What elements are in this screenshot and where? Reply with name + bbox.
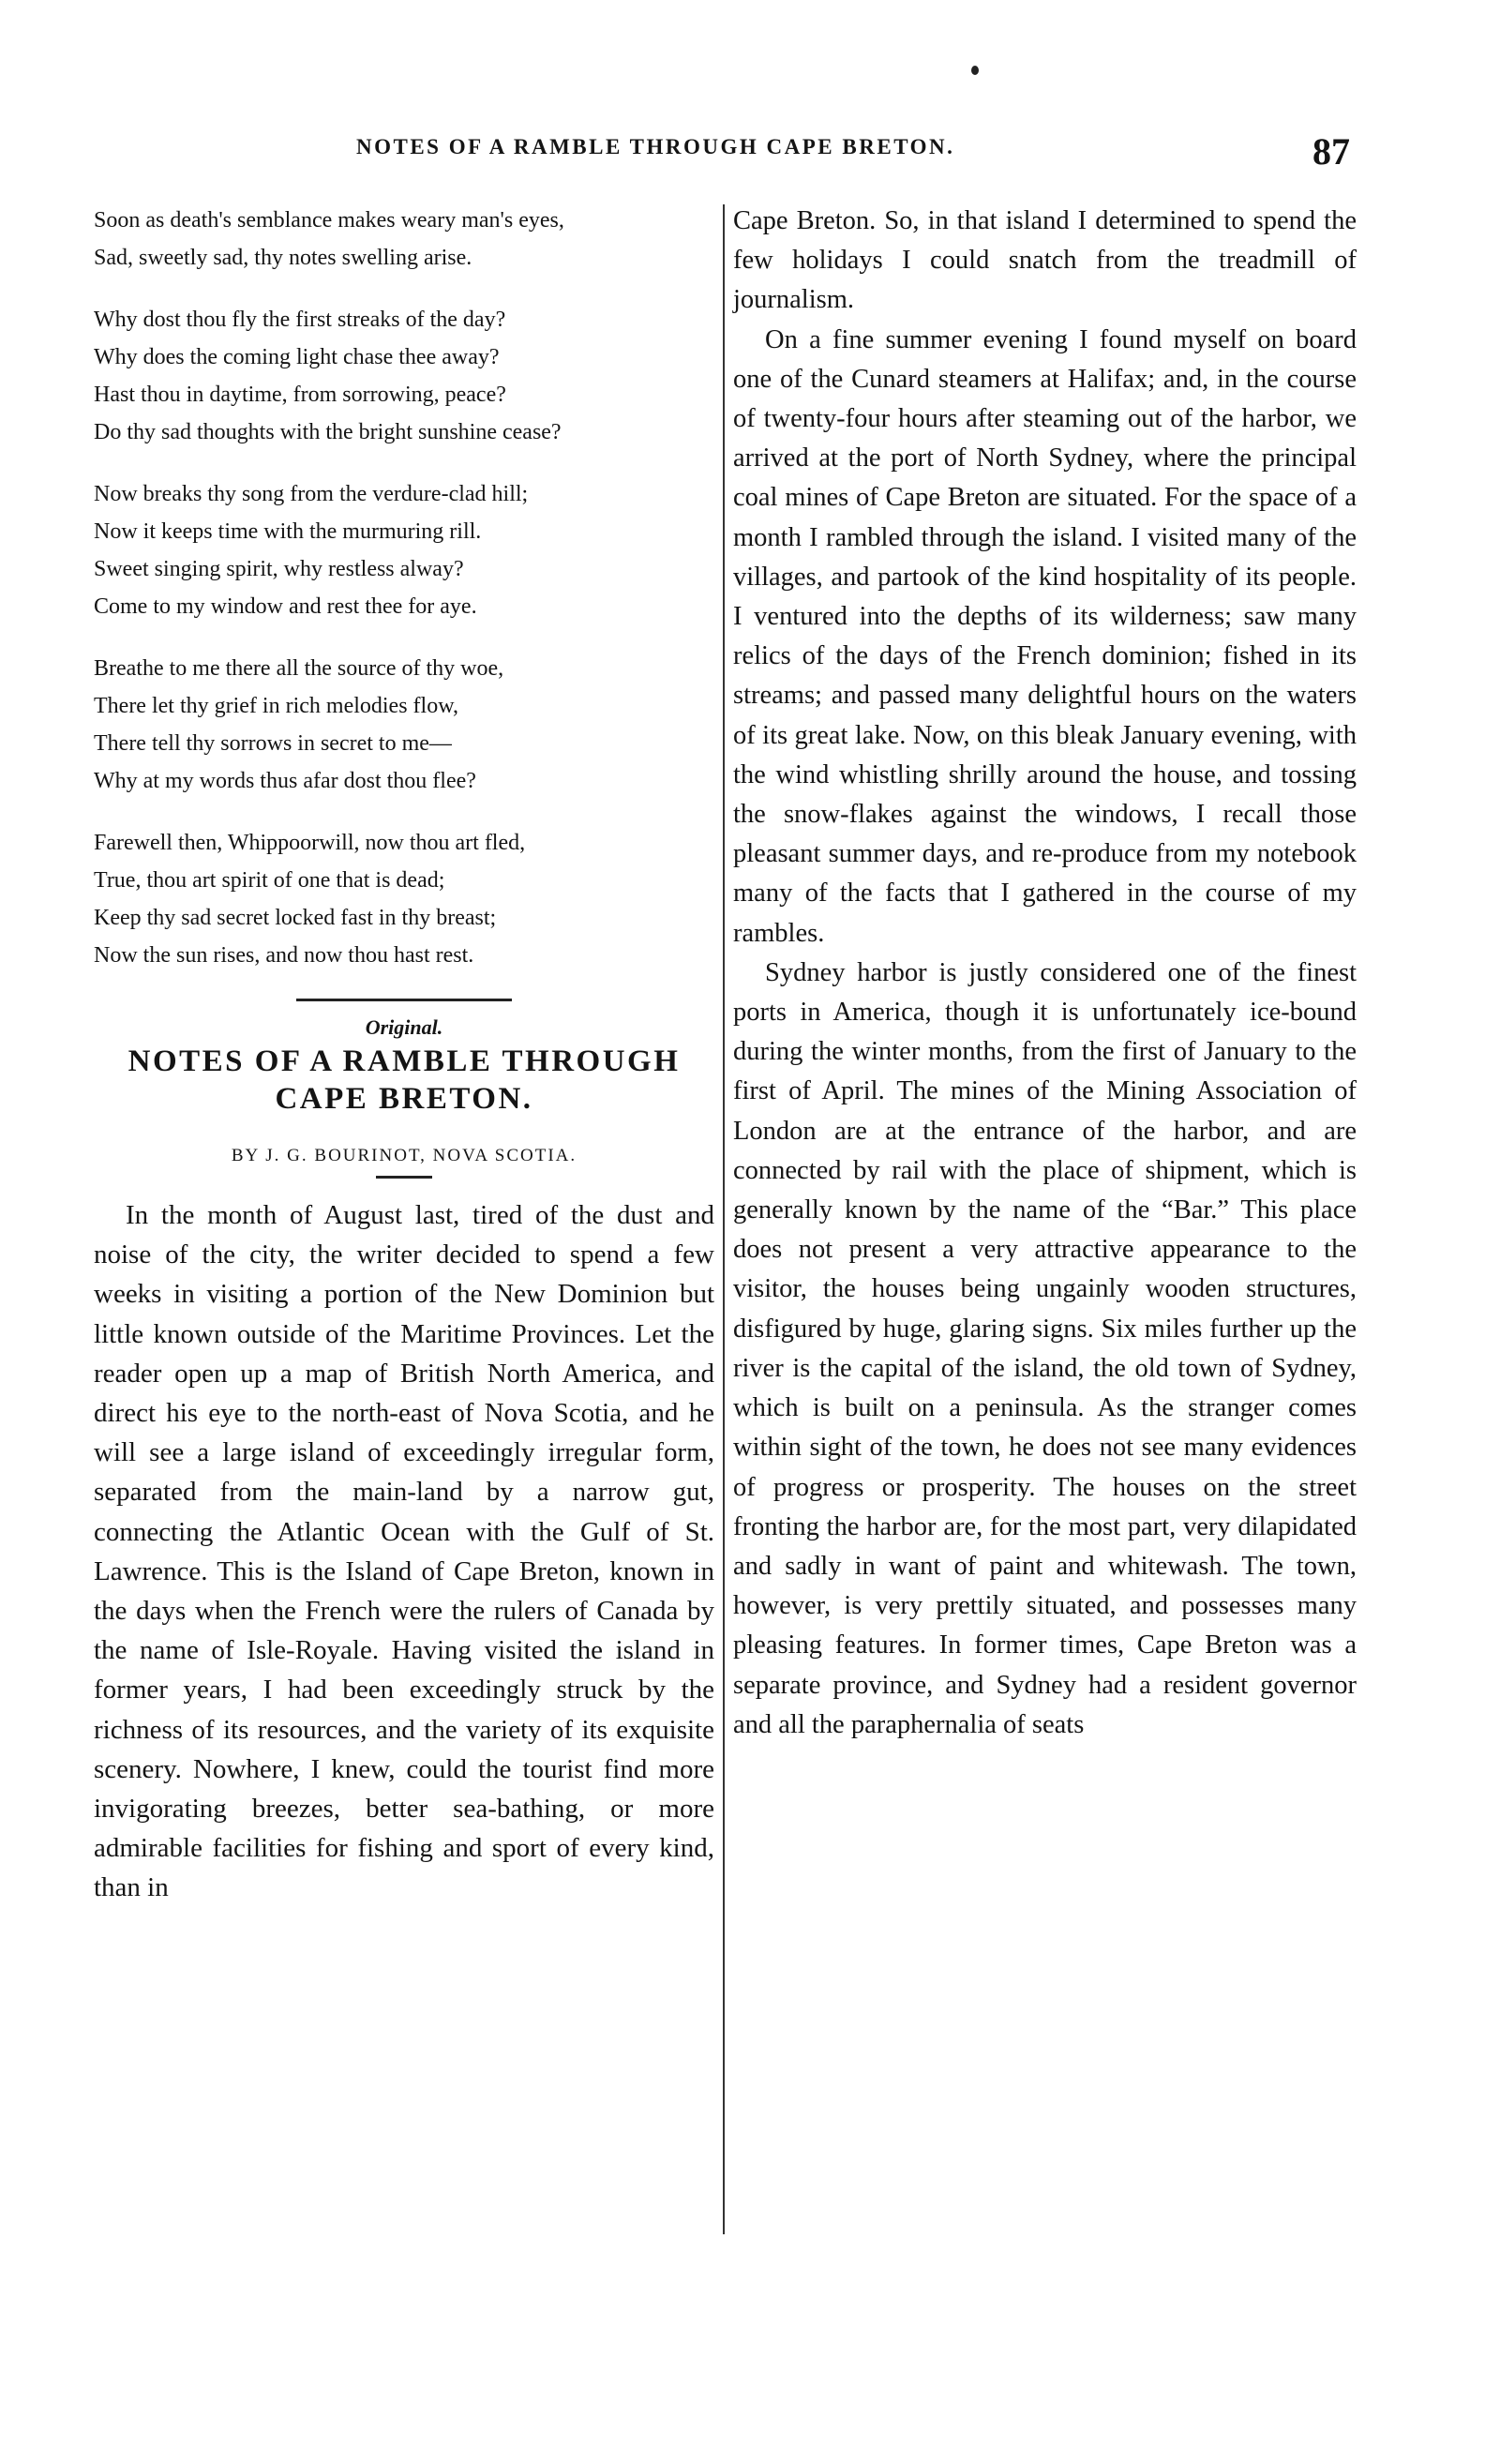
- poem-line: Hast thou in daytime, from sorrowing, peace?: [94, 383, 506, 407]
- article-paragraph: On a fine summer evening I found myself on board one of the Cunard steamers at Halifax; and, in the course of twenty-four hours after steaming out of the harbor, we arrived at the port of North Sydney, where the principal coal mines of Cape Breton are situated. For the space of a month I rambled through the island. I visited many of the villages, and partook of the kind hospitality of its people. I ventured into the depths of its wilderness; saw many relics of the days of the French dominion; fished in its streams; and passed many delightful hours on the waters of its great lake. Now, on this bleak January evening, with the wind whistling shrilly around the house, and tossing the snow-flakes against the windows, I recall those pleasant summer days, and re-produce from my notebook many of the facts that I gathered in the course of my rambles.: [733, 324, 1357, 948]
- poem-stanza: [94, 202, 714, 277]
- article-paragraph: Cape Breton. So, in that island I determined to spend the few holidays I could snatch from the treadmill of journalism.: [733, 206, 1357, 315]
- poem-stanza: [94, 650, 714, 800]
- article-title: NOTES OF A RAMBLE THROUGH CAPE BRETON.: [128, 1044, 681, 1116]
- poem-line: Now breaks thy song from the verdure-clad hill;: [94, 482, 529, 506]
- article-paragraph: In the month of August last, tired of the dust and noise of the city, the writer decided to spend a few weeks in visiting a portion of the New Dominion but little known outside of the Maritime Provinces. Let the reader open up a map of British North America, and direct his eye to the north-east of Nova Scotia, and he will see a large island of exceedingly irregular form, separated from the main-land by a narrow gut, connecting the Atlantic Ocean with the Gulf of St. Lawrence. This is the Island of Cape Breton, known in the days when the French were the rulers of Canada by the name of Isle-Royale. Having visited the island in former years, I had been exceedingly struck by the richness of its resources, and the variety of its exquisite scenery. Nowhere, I knew, could the tourist find more invigorating breezes, better sea-bathing, or more admirable facilities for fishing and sport of every kind, than in: [94, 1200, 714, 1903]
- page-header: [94, 129, 1388, 176]
- poem: [94, 202, 714, 974]
- poem-line: Breathe to me there all the source of thy woe,: [94, 656, 504, 681]
- poem-line: Sad, sweetly sad, thy notes swelling arise.: [94, 246, 472, 270]
- poem-line: Why dost thou fly the first streaks of the day?: [94, 308, 506, 332]
- poem-line: Why at my words thus afar dost thou flee?: [94, 769, 476, 793]
- poem-stanza: [94, 301, 714, 451]
- section-divider: [296, 999, 512, 1001]
- poem-line: Keep thy sad secret locked fast in thy breast;: [94, 906, 497, 930]
- ink-speck: [971, 66, 979, 75]
- poem-line: Why does the coming light chase thee away?: [94, 345, 500, 369]
- page-number: 87: [1312, 130, 1350, 173]
- poem-line: Do thy sad thoughts with the bright sunshine cease?: [94, 420, 562, 444]
- article-paragraph: Sydney harbor is justly considered one of the finest ports in America, though it is unfortunately ice-bound during the winter months, from the first of January to the first of April. The mines of the Mining Association of London are at the entrance of the harbor, and are connected by rail with the place of shipment, which is generally known by the name of the “Bar.” This place does not present a very attractive appearance to the visitor, the houses being ungainly wooden structures, disfigured by huge, glaring signs. Six miles further up the river is the capital of the island, the old town of Sydney, which is built on a peninsula. As the stranger comes within sight of the town, he does not see many evidences of progress or prosperity. The houses on the street fronting the harbor are, for the most part, very dilapidated and sadly in want of paint and whitewash. The town, however, is very prettily situated, and possesses many pleasing features. In former times, Cape Breton was a separate province, and Sydney had a resident governor and all the paraphernalia of seats: [733, 957, 1357, 1739]
- poem-line: Sweet singing spirit, why restless alway?: [94, 557, 464, 581]
- left-column: [94, 202, 714, 1908]
- poem-line: Now the sun rises, and now thou hast rest.: [94, 943, 474, 968]
- poem-line: There tell thy sorrows in secret to me—: [94, 731, 452, 756]
- running-head: NOTES OF A RAMBLE THROUGH CAPE BRETON.: [356, 135, 955, 158]
- byline: BY J. G. BOURINOT, NOVA SCOTIA.: [231, 1146, 578, 1165]
- poem-line: Farewell then, Whippoorwill, now thou art fled,: [94, 831, 526, 855]
- poem-line: True, thou art spirit of one that is dead;: [94, 868, 445, 893]
- original-tag: Original.: [365, 1015, 443, 1039]
- byline-divider: [376, 1176, 432, 1179]
- poem-line: Soon as death's semblance makes weary man's eyes,: [94, 208, 564, 233]
- poem-line: Now it keeps time with the murmuring rill.: [94, 519, 482, 544]
- poem-stanza: [94, 824, 714, 974]
- poem-stanza: [94, 475, 714, 625]
- poem-line: Come to my window and rest thee for aye.: [94, 594, 477, 619]
- right-column: [733, 202, 1357, 1745]
- poem-line: There let thy grief in rich melodies flow,: [94, 694, 458, 718]
- column-rule: [723, 204, 725, 2234]
